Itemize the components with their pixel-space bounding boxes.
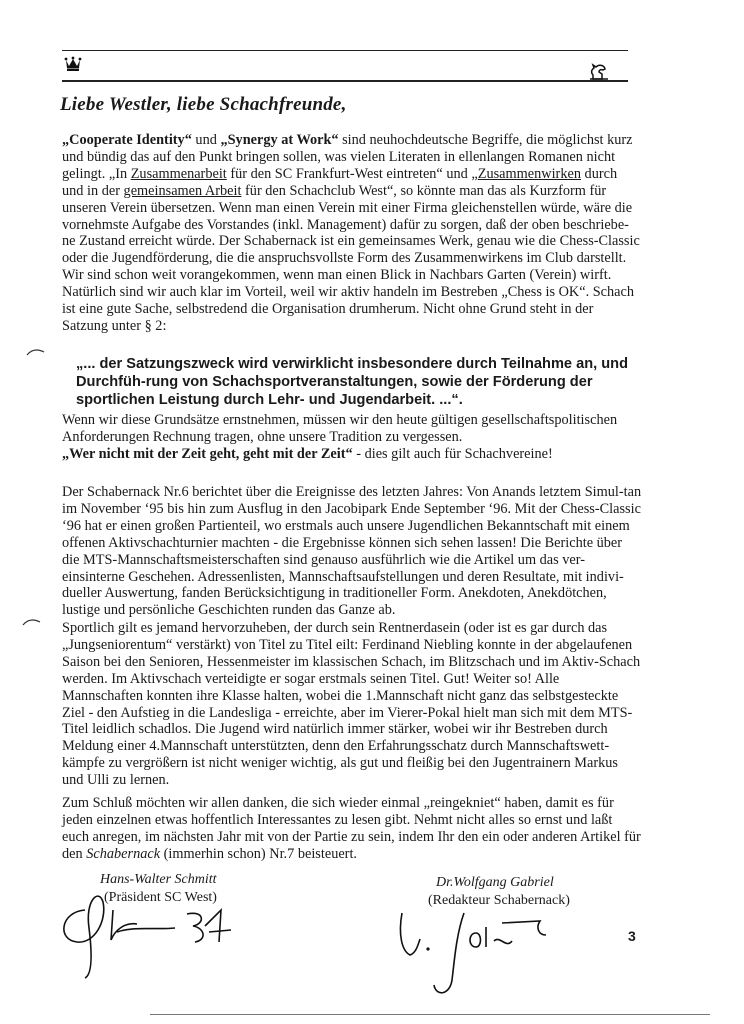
paragraph-closing [62,795,642,863]
signer-right-name: Dr.Wolfgang Gabriel [436,875,554,890]
margin-mark [26,347,46,359]
signer-left-role: (Präsident SC West) [104,890,217,905]
top-rule [62,50,628,51]
underlined-zusammenwirken: Zusammenwirken [477,165,581,182]
knight-icon [587,61,613,81]
text: (immerhin schon) Nr.7 beisteuert. [160,845,357,862]
italic-schabernack: Schabernack [86,845,161,862]
signature-right [390,905,570,1000]
bold-term-synergy: „Synergy at Work“ [220,132,339,148]
signer-right-role: (Redakteur Schabernack) [428,893,570,908]
bottom-rule [150,1014,710,1015]
text: sind neuhochdeutsche Begriffe, die möglichst kurz und bündig das auf den Punkt bringen sollen, was vielen Literaten in ellenlangen Romanen nicht gelingt. „In [62,132,633,182]
crown-icon [64,56,82,72]
paragraph-sports: Sportlich gilt es jemand hervorzuheben, der durch sein Rentnerdasein (oder ist es gar durch das „Jungseniorentum“ verstärkt) von Titel zu Titel eilt: Ferdinand Niebling konnte in der abgelaufenen Saison bei den Senioren, Hessenmeister im klassischen Schach, im Blitzschach und im Aktiv-Schach werden. Im Aktivschach verteidigte er sogar erstmals seinen Titel. Gut! Weiter so! Alle Mannschaften konnten ihre Klasse halten, wobei die 1.Mannschaft nicht ganz das selbstgesteckte Ziel - den Aufstieg in die Landesliga - erreichte, aber im Vierer-Pokal hielt man sich mit dem MTS-Titel leidlich schadlos. Die Jugend wird natürlich immer stärker, wobei wir ihr Bestreben durch Meldung einer 4.Mannschaft unterstützten, denn den Erfahrungsschatz durch Mannschaftswett-kämpfe zu vergrößern ist nicht weniger wichtig, als gut und fleißig bei den Jugentrainern Markus und Ulli zu lernen. [62,620,641,789]
underlined-gemeinsame-arbeit: gemeinsamen Arbeit [123,182,242,199]
signature-left [55,880,245,980]
underlined-zusammenarbeit: Zusammenarbeit [130,165,227,182]
text: für den Schachclub West“, so könnte man das als Kurzform für unseren Verein übersetzen. Wenn man einen Verein mit einer Firma gleichenstellen würde, wäre die vornehmste Aufgabe des Vorstandes (inkl. Management) dafür zu sorgen, daß der oben beschriebe-ne Zustand erreicht würde. Der Schabernack ist ein gemeinsames Werk, genau wie die Chess-Classic oder die Jugendförderung, die die anspruchsvollste Form des Zusammenwirkens im Club darstellt. Wir sind schon weit vorangekommen, wenn man einen Blick in Nachbars Garten (Verein) wirft. Natürlich sind wir auch klar im Vorteil, weil wir aktiv handeln im Bestreben „Chess is OK“. Schach ist eine gute Sache, selbstredend die Organisation drumherum. Nicht ohne Grund steht in der Satzung unter § 2: [62,182,640,334]
text: Wenn wir diese Grundsätze ernstnehmen, müssen wir den heute gültigen gesellschaftspolitischen Anforderungen Rechnung tragen, ohne unsere Tradition zu vergessen. [62,412,618,445]
text: Zum Schluß möchten wir allen danken, die sich wieder einmal „reingekniet“ haben, damit es für jeden einzelnen etwas hoffentlich Interessantes zu lesen gibt. Nehmt nicht alles so ernst und laßt euch anregen, im nächsten Jahr mit von der Partie zu sein, indem Ihr den ein oder anderen Artikel für den [62,795,641,862]
text: und [191,132,221,148]
page-number: 3 [628,928,636,944]
statute-quote: „... der Satzungszweck wird verwirklicht insbesondere durch Teilnahme an, und Durchfüh-rung von Schachsportveranstaltungen, sowie der Förderung der sportlichen Leistung durch Lehr- und Jugendarbeit. ...“. [76,356,628,409]
paragraph-intro [62,132,642,335]
bold-motto: „Wer nicht mit der Zeit geht, geht mit der Zeit“ [62,445,353,462]
text: - dies gilt auch für Schachvereine! [352,445,553,462]
signer-left-name: Hans-Walter Schmitt [100,872,217,887]
text: für den SC Frankfurt-West eintreten“ und „ [226,165,478,182]
paragraph-contents: Der Schabernack Nr.6 berichtet über die Ereignisse des letzten Jahres: Von Anands letztem Simul-tan im November ‘95 bis hin zum Ausflug in den Jacobipark Ende September ‘96. Mit der Chess-Classic ‘96 hat er einen großen Partienteil, wo erstmals auch unsere Jugendlichen Bekanntschaft mit einem offenen Aktivschachturnier machten - die Ergebnisse können sich sehen lassen! Die Berichte über die MTS-Mannschaftsmeisterschaften sind genauso ausführlich wie die Artikel um das ver-einsinterne Geschehen. Adressenlisten, Mannschaftsaufstellungen und deren Resultate, mit indivi-dueller Auswertung, fanden Berücksichtigung in traditioneller Form. Anekdoten, Anekdötchen, lustige und persönliche Geschichten runden das Ganze ab. [62,484,642,619]
greeting: Liebe Westler, liebe Schachfreunde, [60,94,347,115]
bold-term-cooperate: „Cooperate Identity“ [62,132,192,148]
text: durch und in der [62,165,618,199]
paragraph-principles [62,412,642,463]
margin-mark [22,616,42,628]
header-rule [62,80,628,82]
